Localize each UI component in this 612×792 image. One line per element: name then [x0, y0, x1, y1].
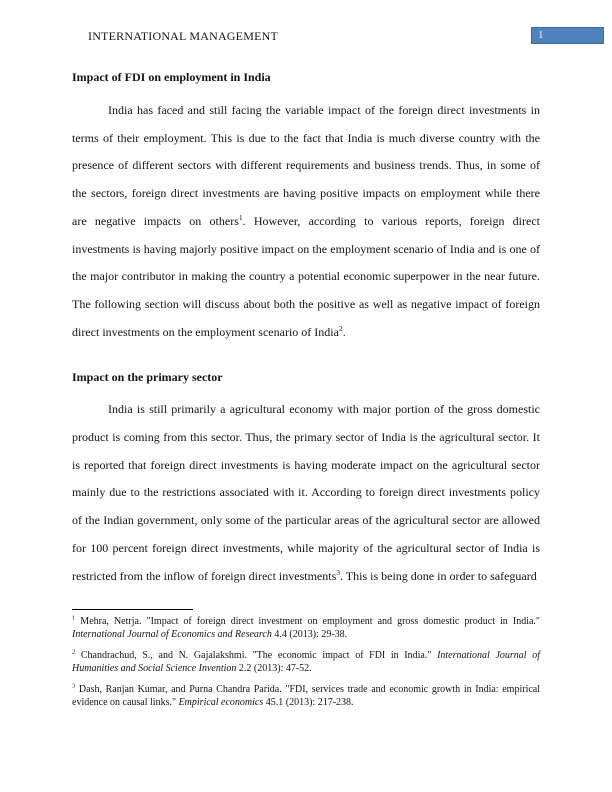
footnote-1: [72, 615, 540, 641]
footnote-separator-rule: [72, 609, 193, 610]
footnote-ref-3: 3: [336, 567, 341, 577]
footnote-1-marker: 1: [72, 614, 76, 622]
document-body: [72, 68, 540, 590]
footnote-ref-1: 1: [238, 212, 243, 222]
paragraph-1-text-3: .: [342, 324, 346, 339]
paragraph-2-text-1: India is still primarily a agricultural economy with major portion of the gross domestic product is coming from this sector. Thus, the primary sector of India is the agricultural sector. It is reported that foreign direct investments is having moderate impact on the agricultural sector mainly due to the restrictions associated with it. According to foreign direct investments policy of the Indian government, only some of the particular areas of the agricultural sector are allowed for 100 percent foreign direct investments, while majority of the agricultural sector of India is restricted from the inflow of foreign direct investments: [72, 402, 540, 583]
paragraph-1-text-2: . However, according to various reports, foreign direct investments is having majorly positive impact on the employment scenario of India and is one of the major contributor in making the country a potential economic superpower in the near future. The following section will discuss about both the positive as well as negative impact of foreign direct investments on the employment scenario of India: [72, 213, 540, 339]
footnote-3-citation-text: Dash, Ranjan Kumar, and Purna Chandra Parida. "FDI, services trade and economic growth in India: empirical evidence on causal links.": [72, 684, 540, 708]
footnote-2: [72, 649, 540, 675]
footnote-2-citation-detail: 2.2 (2013): 47-52.: [236, 663, 312, 674]
section-heading-fdi-employment: Impact of FDI on employment in India: [72, 70, 271, 84]
paragraph-fdi-employment: [72, 97, 540, 346]
footnote-2-citation-text: Chandrachud, S., and N. Gajalakshmi. "The economic impact of FDI in India.": [75, 650, 438, 661]
footnote-area: [72, 603, 540, 717]
footnote-1-citation-detail: 4.4 (2013): 29-38.: [271, 629, 348, 640]
footnote-3-marker: 3: [72, 682, 76, 690]
footnote-1-journal-title: International Journal of Economics and Research: [72, 629, 272, 640]
paragraph-1-text-1: India has faced and still facing the variable impact of the foreign direct investments in terms of their employment. This is due to the fact that India is much diverse country with the presence of different sectors with different requirements and business trends. Thus, in some of the sectors, foreign direct investments are having positive impacts on employment while there are negative impacts on others: [72, 103, 540, 228]
footnote-2-journal-title: International Journal of Humanities and Social Science Invention: [72, 650, 540, 674]
paragraph-2-text-2: . This is being done in order to safeguard: [340, 568, 537, 583]
footnote-3-journal-title: Empirical economics: [178, 697, 264, 708]
footnote-2-marker: 2: [72, 648, 76, 656]
page-number-box: [531, 27, 604, 44]
paragraph-primary-sector: [72, 396, 540, 590]
footnote-3: [72, 683, 540, 709]
footnote-1-citation-text: Mehra, Netrja. "Impact of foreign direct investment on employment and gross domestic product in India.": [75, 616, 540, 627]
footnote-3-citation-detail: 45.1 (2013): 217-238.: [263, 697, 354, 708]
footnote-ref-2: 2: [338, 323, 343, 333]
section-heading-primary-sector: Impact on the primary sector: [72, 370, 223, 385]
header-title: INTERNATIONAL MANAGEMENT: [88, 29, 278, 43]
page-number: 1: [538, 29, 544, 41]
